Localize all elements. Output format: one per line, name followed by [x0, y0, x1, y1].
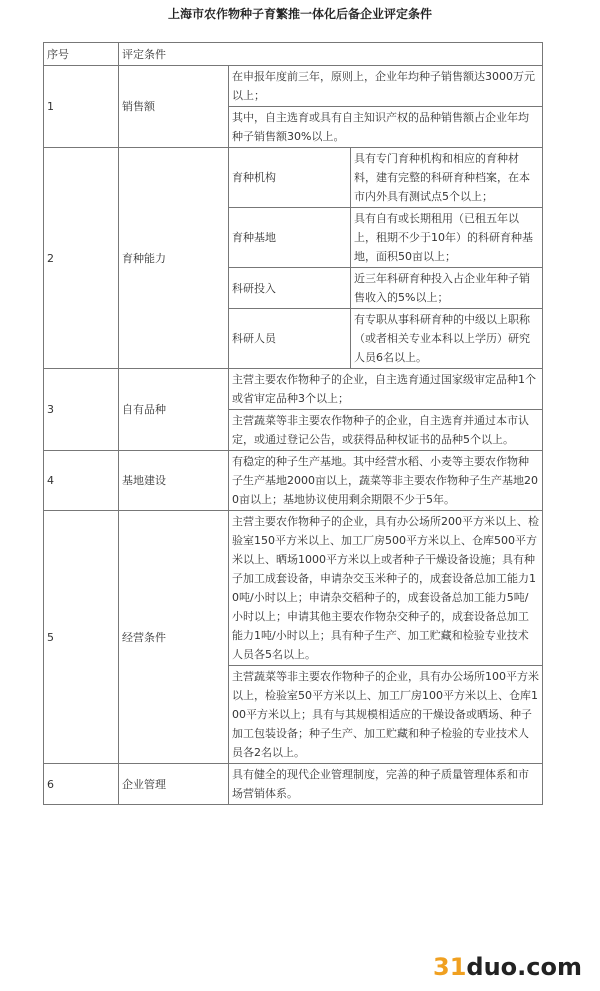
- table-row: [44, 511, 543, 666]
- criteria-table: [43, 42, 543, 805]
- sub-category: 科研人员: [229, 309, 351, 369]
- row-category: 基地建设: [119, 451, 229, 511]
- row-number: 2: [44, 148, 119, 369]
- watermark-text: duo.com: [466, 953, 582, 981]
- criteria-text: 具有自有或长期租用（已租五年以上，租期不少于10年）的科研育种基地，面积50亩以上；: [351, 208, 543, 268]
- criteria-text: 主营蔬菜等非主要农作物种子的企业，具有办公场所100平方米以上，检验室50平方米以上、加工厂房100平方米以上、仓库100平方米以上；具有与其规模相适应的干燥设备或晒场、种子加工包装设备；种子生产、加工贮藏和种子检验的专业技术人员各2名以上。: [229, 666, 543, 764]
- criteria-text: 有稳定的种子生产基地。其中经营水稻、小麦等主要农作物种子生产基地2000亩以上，蔬菜等非主要农作物种子生产基地200亩以上；基地协议使用剩余期限不少于5年。: [229, 451, 543, 511]
- row-category: 育种能力: [119, 148, 229, 369]
- table-row: [44, 148, 543, 208]
- row-number: 1: [44, 66, 119, 148]
- criteria-text: 有专职从事科研育种的中级以上职称（或者相关专业本科以上学历）研究人员6名以上。: [351, 309, 543, 369]
- row-number: 6: [44, 764, 119, 805]
- table-row: [44, 369, 543, 410]
- sub-category: 科研投入: [229, 268, 351, 309]
- criteria-text: 具有专门育种机构和相应的育种材料，建有完整的科研育种档案，在本市内外具有测试点5个以上；: [351, 148, 543, 208]
- row-number: 3: [44, 369, 119, 451]
- table-row: [44, 66, 543, 107]
- site-watermark: [433, 953, 582, 981]
- table-row: [44, 451, 543, 511]
- header-index: 序号: [44, 43, 119, 66]
- row-category: 销售额: [119, 66, 229, 148]
- criteria-text: 具有健全的现代企业管理制度，完善的种子质量管理体系和市场营销体系。: [229, 764, 543, 805]
- row-category: 自有品种: [119, 369, 229, 451]
- criteria-text: 在申报年度前三年，原则上，企业年均种子销售额达3000万元以上；: [229, 66, 543, 107]
- criteria-text: 主营主要农作物种子的企业，自主选育通过国家级审定品种1个或省审定品种3个以上；: [229, 369, 543, 410]
- document-title: 上海市农作物种子育繁推一体化后备企业评定条件: [167, 7, 432, 21]
- criteria-text: 近三年科研育种投入占企业年种子销售收入的5%以上；: [351, 268, 543, 309]
- row-category: 企业管理: [119, 764, 229, 805]
- table-row: [44, 764, 543, 805]
- row-number: 5: [44, 511, 119, 764]
- criteria-text: 主营蔬菜等非主要农作物种子的企业，自主选育并通过本市认定，或通过登记公告，或获得品种权证书的品种5个以上。: [229, 410, 543, 451]
- sub-category: 育种机构: [229, 148, 351, 208]
- criteria-text: 主营主要农作物种子的企业，具有办公场所200平方米以上、检验室150平方米以上、加工厂房500平方米以上、仓库500平方米以上、晒场1000平方米以上或者种子干燥设备设施；具有种子加工成套设备，申请杂交玉米种子的，成套设备总加工能力10吨/小时以上；申请杂交稻种子的，成套设备总加工能力5吨/小时以上；申请其他主要农作物杂交种子的，成套设备总加工能力1吨/小时以上；具有种子生产、加工贮藏和检验专业技术人员各5名以上。: [229, 511, 543, 666]
- table-header-row: [44, 43, 543, 66]
- watermark-number: 31: [433, 953, 467, 981]
- row-number: 4: [44, 451, 119, 511]
- header-criteria: 评定条件: [119, 43, 543, 66]
- criteria-text: 其中，自主选育或具有自主知识产权的品种销售额占企业年均种子销售额30%以上。: [229, 107, 543, 148]
- row-category: 经营条件: [119, 511, 229, 764]
- sub-category: 育种基地: [229, 208, 351, 268]
